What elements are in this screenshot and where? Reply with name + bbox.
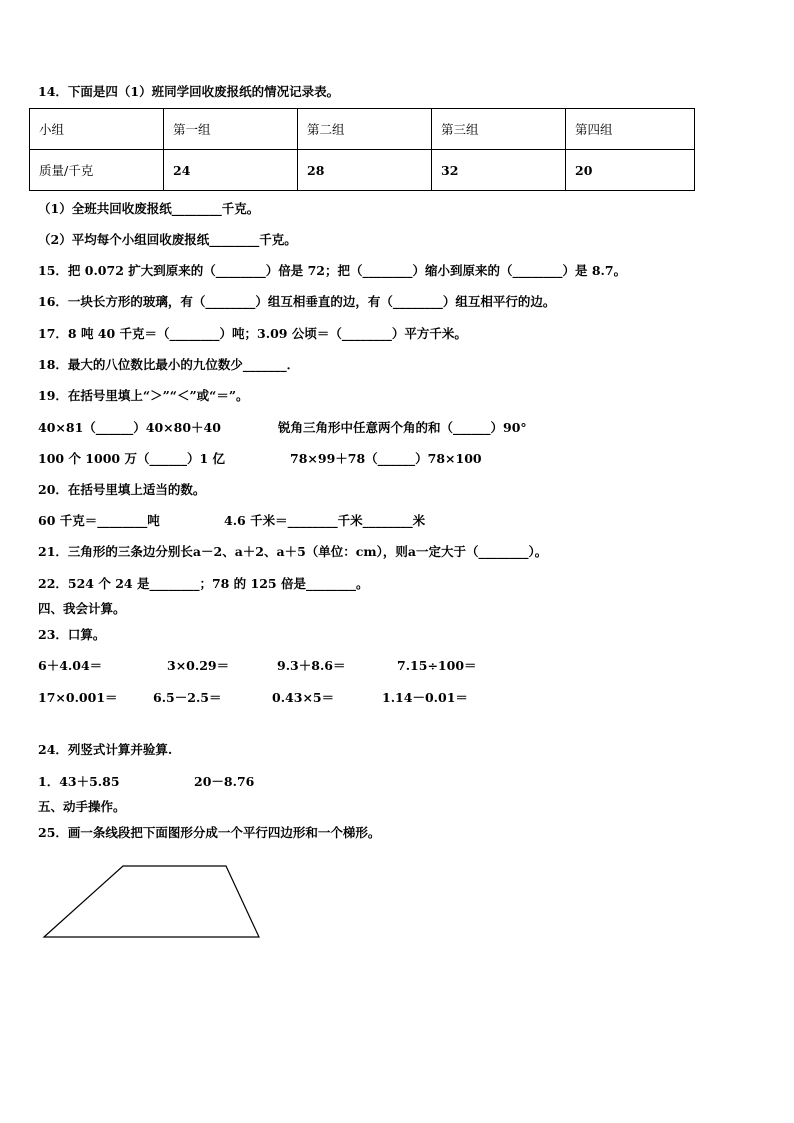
table-cell: 28 [298,150,432,191]
table-cell: 第二组 [298,109,432,150]
q17: 17．8 吨 40 千克＝（________）吨；3.09 公顷＝（________）平方千米。 [38,326,467,341]
q19-title: 19．在括号里填上“＞”“＜”或“＝”。 [38,388,249,403]
q21: 21．三角形的三条边分别长a－2、a＋2、a＋5（单位：cm），则a一定大于（________）。 [38,544,548,559]
q20-title: 20．在括号里填上适当的数。 [38,482,206,497]
table-cell: 第四组 [566,109,695,150]
table-cell: 20 [566,150,695,191]
section-5-heading: 五、动手操作。 [38,799,126,814]
table-cell: 小组 [30,109,164,150]
table-cell: 质量/千克 [30,150,164,191]
q22: 22．524 个 24 是________；78 的 125 倍是________。 [38,576,369,591]
q15: 15．把 0.072 扩大到原来的（________）倍是 72；把（________）缩小到原来的（________）是 8.7。 [38,263,627,278]
q14-title: 14．下面是四（1）班同学回收废报纸的情况记录表。 [38,84,340,99]
table-cell: 24 [164,150,298,191]
q16: 16．一块长方形的玻璃，有（________）组互相垂直的边，有（________）组互相平行的边。 [38,294,556,309]
mental-calc-item: 6＋4.04＝ [38,658,103,673]
q18: 18．最大的八位数比最小的九位数少_______． [38,357,300,372]
trapezoid-shape [44,866,259,937]
mental-calc-item: 6.5－2.5＝ [153,690,222,705]
q24-a: 1．43＋5.85 [38,774,120,789]
table-cell: 第一组 [164,109,298,150]
mental-calc-item: 9.3＋8.6＝ [277,658,346,673]
table-cell: 第三组 [432,109,566,150]
q19-b: 锐角三角形中任意两个角的和（______）90° [278,420,527,435]
table-cell: 32 [432,150,566,191]
q14-sub2: （2）平均每个小组回收废报纸________千克。 [38,232,297,247]
q14-sub1: （1）全班共回收废报纸________千克。 [38,201,260,216]
q23-title: 23．口算。 [38,627,106,642]
mental-calc-item: 0.43×5＝ [272,690,335,705]
mental-calc-item: 3×0.29＝ [167,658,230,673]
section-4-heading: 四、我会计算。 [38,601,126,616]
q25: 25．画一条线段把下面图形分成一个平行四边形和一个梯形。 [38,825,381,840]
mental-calc-item: 17×0.001＝ [38,690,118,705]
q19-c: 100 个 1000 万（______）1 亿 [38,451,225,466]
q19-d: 78×99＋78（______）78×100 [290,451,482,466]
mental-calc-item: 7.15÷100＝ [397,658,477,673]
q20-a: 60 千克＝________吨 [38,513,160,528]
q20-b: 4.6 千米＝________千米________米 [224,513,426,528]
q24-title: 24．列竖式计算并验算. [38,742,173,757]
q19-a: 40×81（______）40×80＋40 [38,420,221,435]
q24-b: 20－8.76 [194,774,255,789]
mental-calc-item: 1.14－0.01＝ [382,690,468,705]
